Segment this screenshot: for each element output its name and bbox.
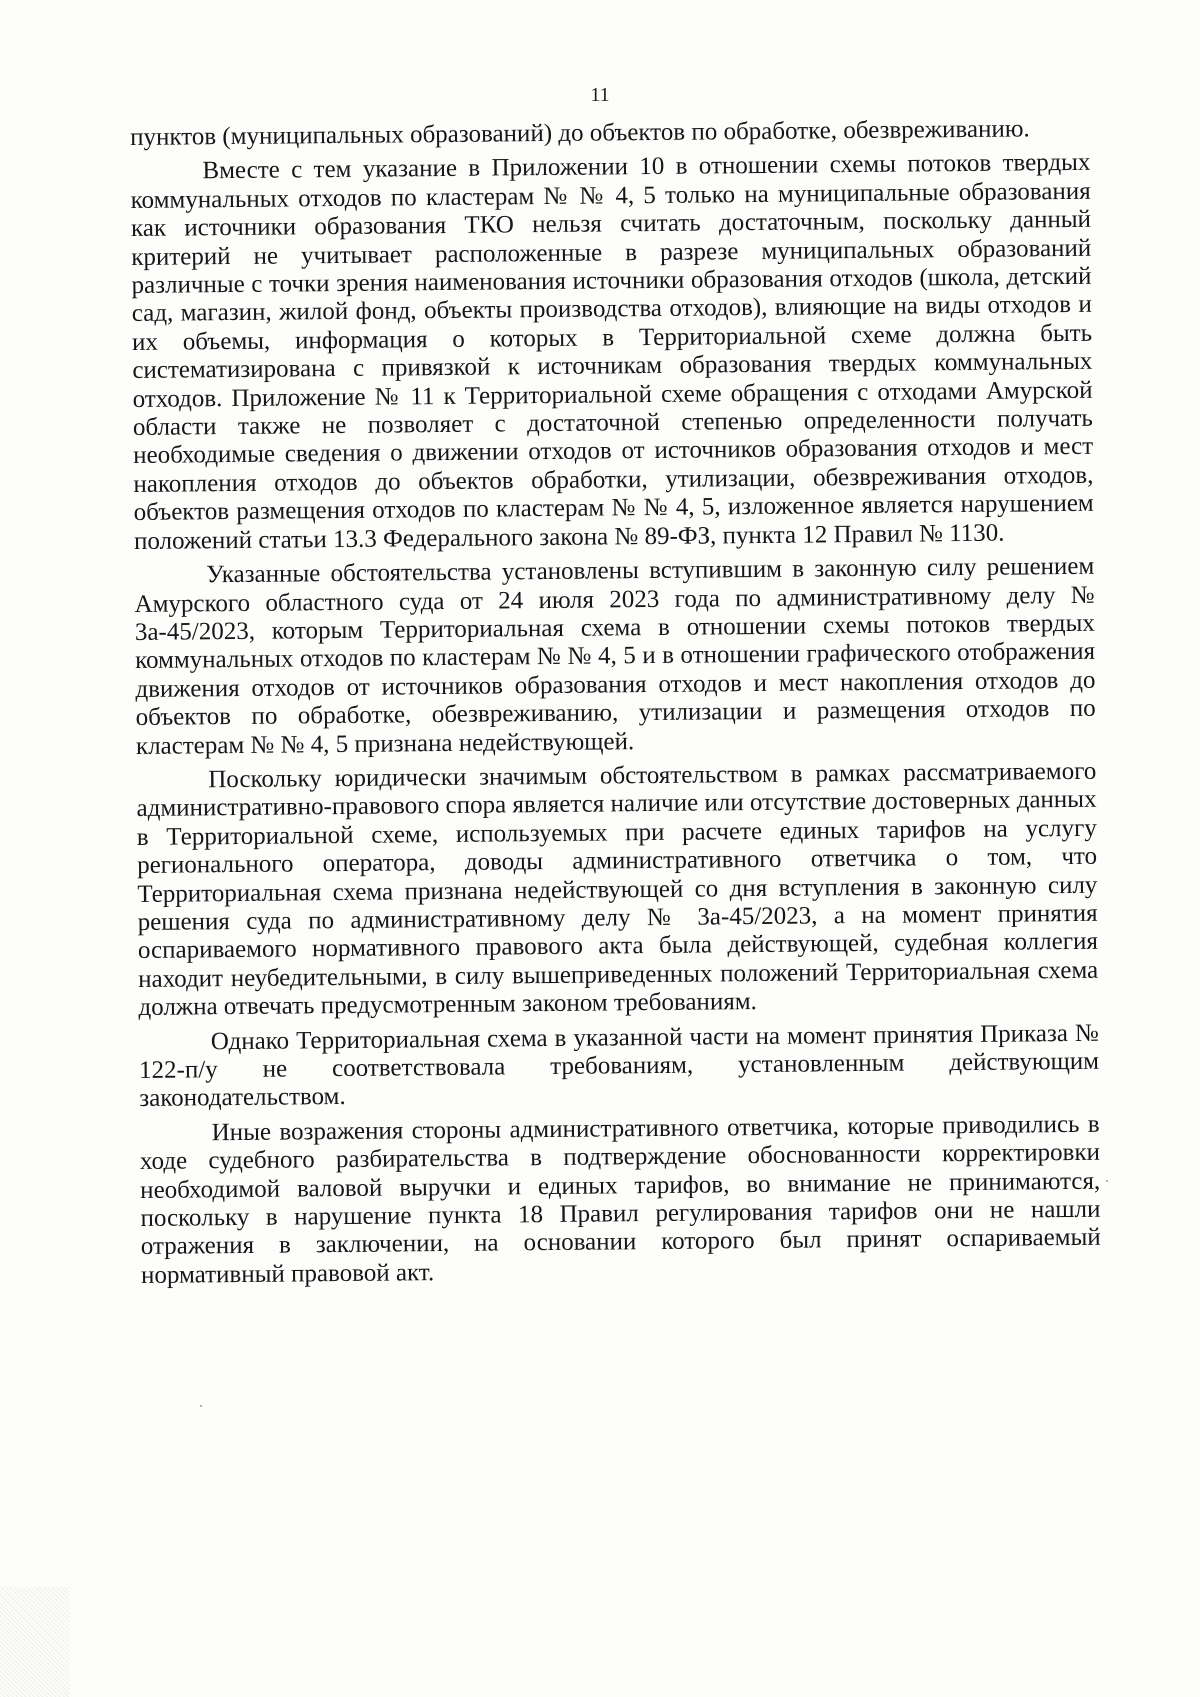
paragraph-6: Иные возражения стороны административного ответчика, которые приводились в ходе судебного разбирательства в подтверждение обоснованности корректировки необходимой валовой выручки и единых тарифов, во внимание не принимаются, поскольку в нарушение пункта 18 Правил регулирования тарифов они не нашли отражения в заключении, на основании которого был принят оспариваемый нормативный правовой акт. (139, 1110, 1101, 1289)
document-body (130, 115, 1101, 1290)
paragraph-2: Вместе с тем указание в Приложении 10 в отношении схемы потоков твердых коммунальных отходов по кластерам № № 4, 5 только на муниципальные образования как источники образования ТКО нельзя считать достаточным, поскольку данный критерий не учитывает расположенные в разрезе муниципальных образований различные с точки зрения наименования источники образования отходов (школа, детский сад, магазин, жилой фонд, объекты производства отходов), влияющие на виды отходов и их объемы, информация о которых в Территориальной схеме должна быть систематизирована с привязкой к источникам образования твердых коммунальных отходов. Приложение № 11 к Территориальной схеме обращения с отходами Амурской области также не позволяет с достаточной степенью определенности получать необходимые сведения о движении отходов от источников образования отходов и мест накопления отходов до объектов обработки, утилизации, обезвреживания отходов, объектов размещения отходов по кластерам № № 4, 5, изложенное является нарушением положений статьи 13.3 Федерального закона № 89-ФЗ, пункта 12 Правил № 1130. (130, 149, 1094, 555)
paragraph-1: пунктов (муниципальных образований) до объектов по обработке, обезвреживанию. (130, 115, 1030, 151)
scan-speck (200, 1405, 202, 1407)
scan-speck (1106, 1180, 1108, 1182)
paragraph-4: Поскольку юридически значимым обстоятельством в рамках рассматриваемого административно-правового спора является наличие или отсутствие достоверных данных в Территориальной схеме, используемых при расчете единых тарифов на услугу регионального оператора, доводы административного ответчика о том, что Территориальная схема признана недействующей со дня вступления в законную силу решения суда по административному делу № 3а-45/2023, а на момент принятия оспариваемого нормативного правового акта была действующей, судебная коллегия находит неубедительными, в силу вышеприведенных положений Территориальная схема должна отвечать предусмотренным законом требованиям. (136, 757, 1099, 1022)
paragraph-3: Указанные обстоятельства установлены вступившим в законную силу решением Амурского областного суда от 24 июля 2023 года по административному делу № 3а-45/2023, которым Территориальная схема в отношении схемы потоков твердых коммунальных отходов по кластерам № № 4, 5 и в отношении графического отображения движения отходов от источников образования отходов и мест накопления отходов до объектов по обработке, обезвреживанию, утилизации и размещения отходов по кластерам № № 4, 5 признана недействующей. (134, 552, 1096, 760)
scan-noise-corner (0, 1587, 70, 1697)
page-number: 11 (590, 84, 610, 106)
paragraph-5: Однако Территориальная схема в указанной части на момент принятия Приказа № 122-п/у не соответствовала требованиям, установленным действующим законодательством. (138, 1019, 1100, 1113)
